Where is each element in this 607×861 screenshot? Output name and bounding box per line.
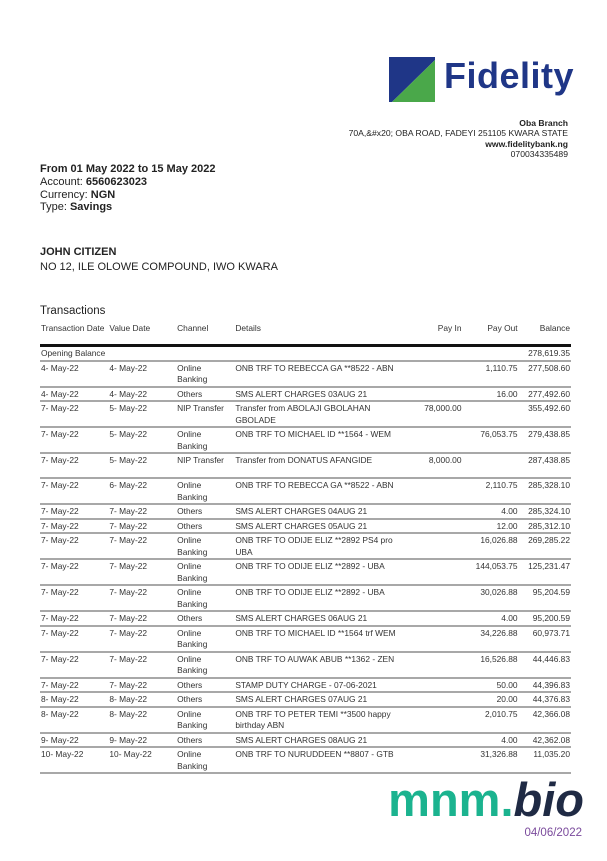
- cell-details: ONB TRF TO REBECCA GA **8522 - ABN: [234, 361, 406, 387]
- cell-balance: 287,438.85: [519, 453, 571, 478]
- col-header-details: Details: [234, 323, 406, 346]
- account-line: [40, 176, 215, 189]
- cell-pay-in: [407, 478, 463, 504]
- table-row: [40, 692, 571, 707]
- table-row: [40, 401, 571, 427]
- cell-transaction-date: 7- May-22: [40, 519, 108, 534]
- watermark-brand-main: mnm.: [388, 773, 514, 826]
- cell-channel: Online Banking: [176, 559, 234, 585]
- cell-channel: Online Banking: [176, 707, 234, 733]
- table-row: [40, 504, 571, 519]
- cell-pay-in: [407, 707, 463, 733]
- logo-text: Fidelity: [444, 55, 575, 96]
- cell-transaction-date: 8- May-22: [40, 707, 108, 733]
- cell-value-date: 10- May-22: [108, 747, 176, 773]
- mnm-bio-watermark: [388, 775, 584, 825]
- table-row: [40, 559, 571, 585]
- type-line: [40, 201, 215, 214]
- cell-balance: 285,312.10: [519, 519, 571, 534]
- table-row: [40, 611, 571, 626]
- table-row: [40, 427, 571, 453]
- table-row: [40, 678, 571, 693]
- cell-transaction-date: 7- May-22: [40, 626, 108, 652]
- table-row: [40, 747, 571, 773]
- table-row: [40, 652, 571, 678]
- cell-pay-in: [407, 427, 463, 453]
- cell-pay-out: 16.00: [463, 387, 519, 402]
- cell-channel: Online Banking: [176, 747, 234, 773]
- cell-balance: 279,438.85: [519, 427, 571, 453]
- cell-balance: 269,285.22: [519, 533, 571, 559]
- col-header-pay-out: Pay Out: [463, 323, 519, 346]
- fidelity-logo-mark-icon: [389, 57, 435, 102]
- cell-pay-out: [463, 401, 519, 427]
- cell-channel: Online Banking: [176, 585, 234, 611]
- cell-balance: 42,366.08: [519, 707, 571, 733]
- cell-value-date: 8- May-22: [108, 707, 176, 733]
- cell-pay-in: [407, 519, 463, 534]
- cell-pay-out: 50.00: [463, 678, 519, 693]
- cell-pay-in: [407, 504, 463, 519]
- cell-pay-out: 30,026.88: [463, 585, 519, 611]
- cell-transaction-date: 7- May-22: [40, 533, 108, 559]
- table-row: [40, 519, 571, 534]
- table-row: [40, 361, 571, 387]
- cell-channel: Others: [176, 519, 234, 534]
- cell-details: SMS ALERT CHARGES 07AUG 21: [234, 692, 406, 707]
- cell-value-date: 7- May-22: [108, 559, 176, 585]
- cell-details: ONB TRF TO NURUDDEEN **8807 - GTB: [234, 747, 406, 773]
- type-value: Savings: [69, 201, 113, 214]
- cell-details: ONB TRF TO ODIJE ELIZ **2892 PS4 pro UBA: [234, 533, 406, 559]
- cell-channel: Others: [176, 504, 234, 519]
- cell-details: ONB TRF TO REBECCA GA **8522 - ABN: [234, 478, 406, 504]
- cell-balance: 125,231.47: [519, 559, 571, 585]
- cell-pay-out: 31,326.88: [463, 747, 519, 773]
- cell-transaction-date: 7- May-22: [40, 427, 108, 453]
- cell-transaction-date: 7- May-22: [40, 678, 108, 693]
- cell-pay-in: 78,000.00: [407, 401, 463, 427]
- cell-channel: Others: [176, 678, 234, 693]
- branch-name: Oba Branch: [519, 118, 568, 128]
- cell-value-date: 7- May-22: [108, 533, 176, 559]
- col-header-channel: Channel: [176, 323, 234, 346]
- cell-pay-out: 16,026.88: [463, 533, 519, 559]
- cell-details: ONB TRF TO AUWAK ABUB **1362 - ZEN: [234, 652, 406, 678]
- cell-value-date: 7- May-22: [108, 678, 176, 693]
- branch-info: [349, 118, 568, 160]
- cell-transaction-date: 9- May-22: [40, 733, 108, 748]
- cell-channel: Online Banking: [176, 361, 234, 387]
- cell-details: SMS ALERT CHARGES 05AUG 21: [234, 519, 406, 534]
- watermark-date: 04/06/2022: [524, 827, 582, 839]
- cell-value-date: 7- May-22: [108, 585, 176, 611]
- cell-pay-in: [407, 733, 463, 748]
- cell-value-date: 4- May-22: [108, 361, 176, 387]
- cell-channel: Others: [176, 733, 234, 748]
- cell-balance: 11,035.20: [519, 747, 571, 773]
- cell-balance: 277,508.60: [519, 361, 571, 387]
- cell-transaction-date: 7- May-22: [40, 504, 108, 519]
- cell-balance: 95,200.59: [519, 611, 571, 626]
- cell-transaction-date: 7- May-22: [40, 585, 108, 611]
- cell-transaction-date: 7- May-22: [40, 478, 108, 504]
- cell-transaction-date: 10- May-22: [40, 747, 108, 773]
- cell-pay-out: 4.00: [463, 733, 519, 748]
- table-header-row: [40, 323, 571, 346]
- cell-pay-out: [463, 453, 519, 478]
- cell-balance: 355,492.60: [519, 401, 571, 427]
- cell-details: ONB TRF TO MICHAEL ID **1564 trf WEM: [234, 626, 406, 652]
- cell-channel: NIP Transfer: [176, 453, 234, 478]
- cell-pay-out: 4.00: [463, 611, 519, 626]
- cell-pay-out: 2,010.75: [463, 707, 519, 733]
- cell-value-date: 7- May-22: [108, 626, 176, 652]
- cell-value-date: 7- May-22: [108, 519, 176, 534]
- cell-details: SMS ALERT CHARGES 04AUG 21: [234, 504, 406, 519]
- customer-info: [40, 245, 278, 274]
- cell-channel: NIP Transfer: [176, 401, 234, 427]
- cell-pay-out: 4.00: [463, 504, 519, 519]
- col-header-transaction-date: Transaction Date: [40, 323, 108, 346]
- fidelity-logo: [389, 55, 575, 103]
- table-row: [40, 626, 571, 652]
- cell-balance: 44,446.83: [519, 652, 571, 678]
- account-number: 6560623023: [85, 175, 148, 188]
- table-row: [40, 585, 571, 611]
- cell-channel: Online Banking: [176, 533, 234, 559]
- cell-details: ONB TRF TO ODIJE ELIZ **2892 - UBA: [234, 559, 406, 585]
- cell-pay-out: 20.00: [463, 692, 519, 707]
- cell-pay-in: [407, 652, 463, 678]
- opening-balance-row: [40, 346, 571, 361]
- account-info: [40, 163, 215, 214]
- table-row: [40, 707, 571, 733]
- cell-pay-in: [407, 611, 463, 626]
- cell-pay-in: [407, 387, 463, 402]
- cell-details: SMS ALERT CHARGES 06AUG 21: [234, 611, 406, 626]
- cell-value-date: 5- May-22: [108, 401, 176, 427]
- cell-pay-in: [407, 678, 463, 693]
- cell-pay-in: [407, 747, 463, 773]
- opening-balance-value: 278,619.35: [519, 346, 571, 361]
- customer-name: JOHN CITIZEN: [40, 246, 117, 258]
- cell-pay-out: 16,526.88: [463, 652, 519, 678]
- bank-phone: 070034335489: [510, 149, 568, 160]
- cell-channel: Online Banking: [176, 626, 234, 652]
- cell-details: ONB TRF TO MICHAEL ID **1564 - WEM: [234, 427, 406, 453]
- cell-channel: Others: [176, 692, 234, 707]
- cell-channel: Others: [176, 387, 234, 402]
- cell-pay-in: [407, 585, 463, 611]
- cell-channel: Online Banking: [176, 652, 234, 678]
- cell-pay-out: 12.00: [463, 519, 519, 534]
- cell-balance: 42,362.08: [519, 733, 571, 748]
- cell-transaction-date: 8- May-22: [40, 692, 108, 707]
- cell-transaction-date: 7- May-22: [40, 453, 108, 478]
- cell-balance: 44,376.83: [519, 692, 571, 707]
- cell-details: ONB TRF TO ODIJE ELIZ **2892 - UBA: [234, 585, 406, 611]
- cell-value-date: 5- May-22: [108, 427, 176, 453]
- cell-pay-out: 1,110.75: [463, 361, 519, 387]
- currency-value: NGN: [90, 188, 116, 201]
- table-row: [40, 453, 571, 478]
- table-row: [40, 387, 571, 402]
- customer-address: NO 12, ILE OLOWE COMPOUND, IWO KWARA: [40, 260, 278, 273]
- table-row: [40, 733, 571, 748]
- cell-details: SMS ALERT CHARGES 08AUG 21: [234, 733, 406, 748]
- cell-value-date: 5- May-22: [108, 453, 176, 478]
- cell-details: Transfer from DONATUS AFANGIDE: [234, 453, 406, 478]
- col-header-pay-in: Pay In: [407, 323, 463, 346]
- statement-period: From 01 May 2022 to 15 May 2022: [40, 163, 216, 175]
- cell-pay-in: 8,000.00: [407, 453, 463, 478]
- cell-details: SMS ALERT CHARGES 03AUG 21: [234, 387, 406, 402]
- cell-value-date: 7- May-22: [108, 652, 176, 678]
- cell-value-date: 4- May-22: [108, 387, 176, 402]
- cell-pay-in: [407, 692, 463, 707]
- col-header-balance: Balance: [519, 323, 571, 346]
- cell-value-date: 6- May-22: [108, 478, 176, 504]
- cell-balance: 44,396.83: [519, 678, 571, 693]
- cell-pay-in: [407, 626, 463, 652]
- cell-pay-in: [407, 559, 463, 585]
- cell-balance: 285,324.10: [519, 504, 571, 519]
- cell-value-date: 7- May-22: [108, 611, 176, 626]
- cell-channel: Others: [176, 611, 234, 626]
- table-row: [40, 478, 571, 504]
- table-row: [40, 533, 571, 559]
- bank-website[interactable]: www.fidelitybank.ng: [485, 138, 568, 149]
- cell-channel: Online Banking: [176, 478, 234, 504]
- cell-balance: 285,328.10: [519, 478, 571, 504]
- cell-transaction-date: 7- May-22: [40, 401, 108, 427]
- currency-label: Currency:: [40, 188, 88, 201]
- cell-details: ONB TRF TO PETER TEMI **3500 happy birthday ABN: [234, 707, 406, 733]
- cell-pay-in: [407, 361, 463, 387]
- cell-balance: 277,492.60: [519, 387, 571, 402]
- cell-transaction-date: 4- May-22: [40, 387, 108, 402]
- cell-pay-out: 76,053.75: [463, 427, 519, 453]
- branch-address: 70A,&#x20; OBA ROAD, FADEYI 251105 KWARA STATE: [348, 128, 568, 139]
- col-header-value-date: Value Date: [108, 323, 176, 346]
- account-label: Account:: [40, 175, 83, 188]
- type-label: Type:: [40, 201, 67, 214]
- cell-details: STAMP DUTY CHARGE - 07-06-2021: [234, 678, 406, 693]
- cell-pay-out: 2,110.75: [463, 478, 519, 504]
- cell-value-date: 9- May-22: [108, 733, 176, 748]
- cell-pay-in: [407, 533, 463, 559]
- transactions-title: Transactions: [40, 305, 106, 317]
- cell-value-date: 8- May-22: [108, 692, 176, 707]
- cell-balance: 95,204.59: [519, 585, 571, 611]
- cell-channel: Online Banking: [176, 427, 234, 453]
- currency-line: [40, 189, 215, 202]
- cell-transaction-date: 7- May-22: [40, 559, 108, 585]
- opening-balance-label: Opening Balance: [40, 346, 234, 361]
- cell-transaction-date: 7- May-22: [40, 652, 108, 678]
- cell-transaction-date: 4- May-22: [40, 361, 108, 387]
- transactions-table: [40, 323, 571, 774]
- cell-pay-out: 144,053.75: [463, 559, 519, 585]
- cell-value-date: 7- May-22: [108, 504, 176, 519]
- cell-transaction-date: 7- May-22: [40, 611, 108, 626]
- cell-pay-out: 34,226.88: [463, 626, 519, 652]
- watermark-brand-ext: bio: [513, 773, 584, 826]
- cell-balance: 60,973.71: [519, 626, 571, 652]
- cell-details: Transfer from ABOLAJI GBOLAHAN GBOLADE: [234, 401, 406, 427]
